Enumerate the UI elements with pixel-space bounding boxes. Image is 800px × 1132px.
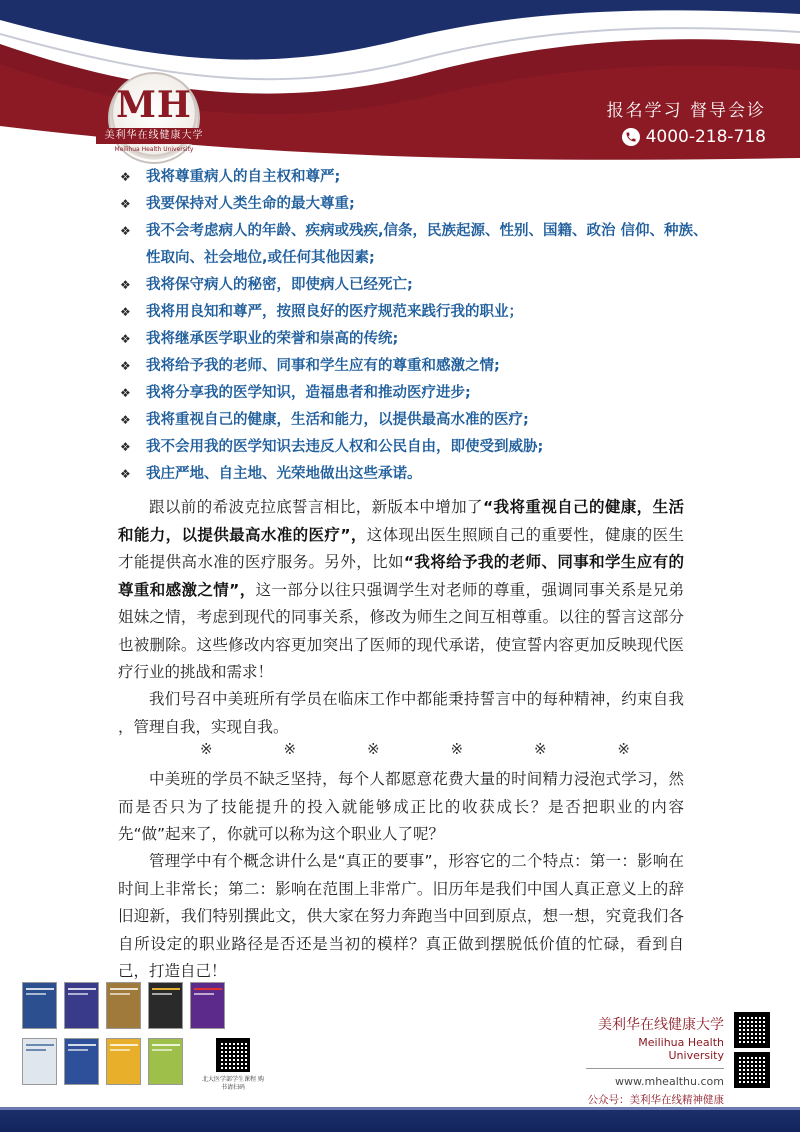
pledge-item	[120, 461, 720, 488]
section-separator	[200, 740, 630, 758]
paragraph-management: 管理学中有个概念讲什么是“真正的要事”，形容它的二个特点：第一：影响在时间上非常长；第二：影响在范围上非常广。旧历年是我们中国人真正意义上的辞旧迎新，我们特别撰此文，供大家在努力奔跑当中回到原点，想一想，究竟我们各自所设定的职业路径是否还是当初的模样？真正做到摆脱低价值的忙碌，看到自己，打造自己！	[118, 852, 684, 980]
phone-icon	[622, 128, 640, 146]
phone-line[interactable]	[607, 127, 766, 147]
pledge-item	[120, 407, 720, 434]
quoted-pledge: “我将给予我的老师、同事和学生应有的尊重和感激之情”，	[118, 553, 684, 599]
pledge-text: 我不会考虑病人的年龄、疾病或残疾,信条，民族起源、性别、国籍、政治 信仰、种族、性取向、社会地位,或任何其他因素;	[146, 223, 708, 266]
logo-ribbon: 美利华在线健康大学	[96, 128, 212, 144]
pledge-text: 我将重视自己的健康，生活和能力，以提供最高水准的医疗;	[146, 412, 529, 428]
pledge-item	[120, 353, 720, 380]
pledge-list	[120, 164, 720, 488]
diamond-bullet-icon: ❖	[120, 305, 131, 319]
pledge-text: 我要保持对人类生命的最大尊重;	[146, 196, 355, 212]
paragraph-text: 这一部分以往只强调学生对老师的尊重，强调同事关系是兄弟姐妹之情，考虑到现代的同事关系，修改为师生之间互相尊重。以往的誓言这部分也被删除。这些修改内容更加突出了医师的现代承诺，使宣誓内容更加反映现代医疗行业的挑战和需求！	[118, 580, 684, 681]
book-cover[interactable]	[22, 1038, 57, 1085]
diamond-bullet-icon: ❖	[120, 197, 131, 211]
book-cover[interactable]	[148, 982, 183, 1029]
university-info	[586, 1014, 724, 1107]
wechat-account: 公众号：美利华在线精神健康	[587, 1094, 724, 1106]
diamond-bullet-icon: ❖	[120, 467, 131, 481]
diamond-bullet-icon: ❖	[120, 440, 131, 454]
pledge-item	[120, 434, 720, 461]
pledge-item	[120, 326, 720, 353]
paragraph-comparison	[118, 494, 684, 687]
logo-mark: MH	[116, 84, 192, 126]
pledge-text: 我庄严地、自主地、光荣地做出这些承诺。	[146, 466, 422, 482]
separator-mark: ※	[283, 740, 297, 758]
footer-band	[0, 1110, 800, 1132]
book-cover[interactable]	[106, 1038, 141, 1085]
pledge-text: 我将分享我的医学知识，造福患者和推动医疗进步;	[146, 385, 471, 401]
paragraph-persistence: 中美班的学员不缺乏坚持，每个人都愿意花费大量的时间精力浸泡式学习，然而是否只为了技能提升的投入就能够成正比的收获成长？是否把职业的内容先“做”起来了，你就可以称为这个职业人了呢？	[118, 770, 684, 843]
book-cover[interactable]	[106, 982, 141, 1029]
pledge-text: 我将继承医学职业的荣誉和崇高的传统;	[146, 331, 399, 347]
pledge-text: 我将给予我的老师、同事和学生应有的尊重和感激之情;	[146, 358, 500, 374]
qr-code-icon[interactable]	[216, 1038, 250, 1072]
slogan: 报名学习 督导会诊	[606, 101, 766, 121]
phone-number: 4000-218-718	[645, 127, 766, 147]
divider	[586, 1068, 724, 1069]
logo-subtitle: Meilihua Health University	[114, 146, 194, 153]
paragraph-text: 跟以前的希波克拉底誓言相比，新版本中增加了	[149, 498, 483, 516]
book-cover[interactable]	[148, 1038, 183, 1085]
diamond-bullet-icon: ❖	[120, 170, 131, 184]
diamond-bullet-icon: ❖	[120, 359, 131, 373]
separator-mark: ※	[617, 740, 630, 758]
pledge-item	[120, 380, 720, 407]
diamond-bullet-icon: ❖	[120, 278, 131, 292]
diamond-bullet-icon: ❖	[120, 332, 131, 346]
quoted-pledge: “我将重视自己的健康，生活和能力，以提供最高水准的医疗”，	[118, 498, 684, 544]
separator-mark: ※	[533, 740, 547, 758]
university-name-cn: 美利华在线健康大学	[598, 1017, 724, 1033]
hotline-block	[607, 96, 766, 147]
pledge-item	[120, 299, 720, 326]
separator-mark: ※	[450, 740, 464, 758]
pledge-text: 我将尊重病人的自主权和尊严;	[146, 169, 341, 185]
pledge-item	[120, 272, 720, 299]
book-cover[interactable]	[64, 982, 99, 1029]
separator-mark: ※	[366, 740, 380, 758]
book-cover[interactable]	[22, 982, 57, 1029]
separator-mark: ※	[200, 740, 213, 758]
logo	[100, 72, 208, 164]
book-collection	[22, 982, 264, 1096]
diamond-bullet-icon: ❖	[120, 413, 131, 427]
pledge-text: 我将用良知和尊严，按照良好的医疗规范来践行我的职业；	[146, 304, 523, 320]
book-cover[interactable]	[190, 982, 225, 1029]
paragraph-call: 我们号召中美班所有学员在临床工作中都能秉持誓言中的每种精神，约束自我 ，管理自我，实现自我。	[118, 690, 684, 736]
pledge-item	[120, 218, 720, 272]
website-link[interactable]: www.mhealthu.com	[615, 1075, 724, 1088]
university-name-en: Meilihua Health University	[638, 1036, 724, 1062]
qr-code-icon[interactable]	[734, 1052, 770, 1088]
diamond-bullet-icon: ❖	[120, 386, 131, 400]
book-cover[interactable]	[64, 1038, 99, 1085]
paragraph-text: 这体现出医生照顾自己的重要性，健康的医生才能提供高水准的医疗服务。另外，比如	[118, 525, 684, 571]
qr-code-icon[interactable]	[734, 1012, 770, 1048]
pledge-text: 我不会用我的医学知识去违反人权和公民自由，即使受到威胁;	[146, 439, 544, 455]
qr-note: 北大医学部学生课程 购书请扫码	[202, 1076, 264, 1091]
pledge-item	[120, 191, 720, 218]
diamond-bullet-icon: ❖	[120, 224, 131, 238]
pledge-text: 我将保守病人的秘密，即使病人已经死亡;	[146, 277, 413, 293]
pledge-item	[120, 164, 720, 191]
